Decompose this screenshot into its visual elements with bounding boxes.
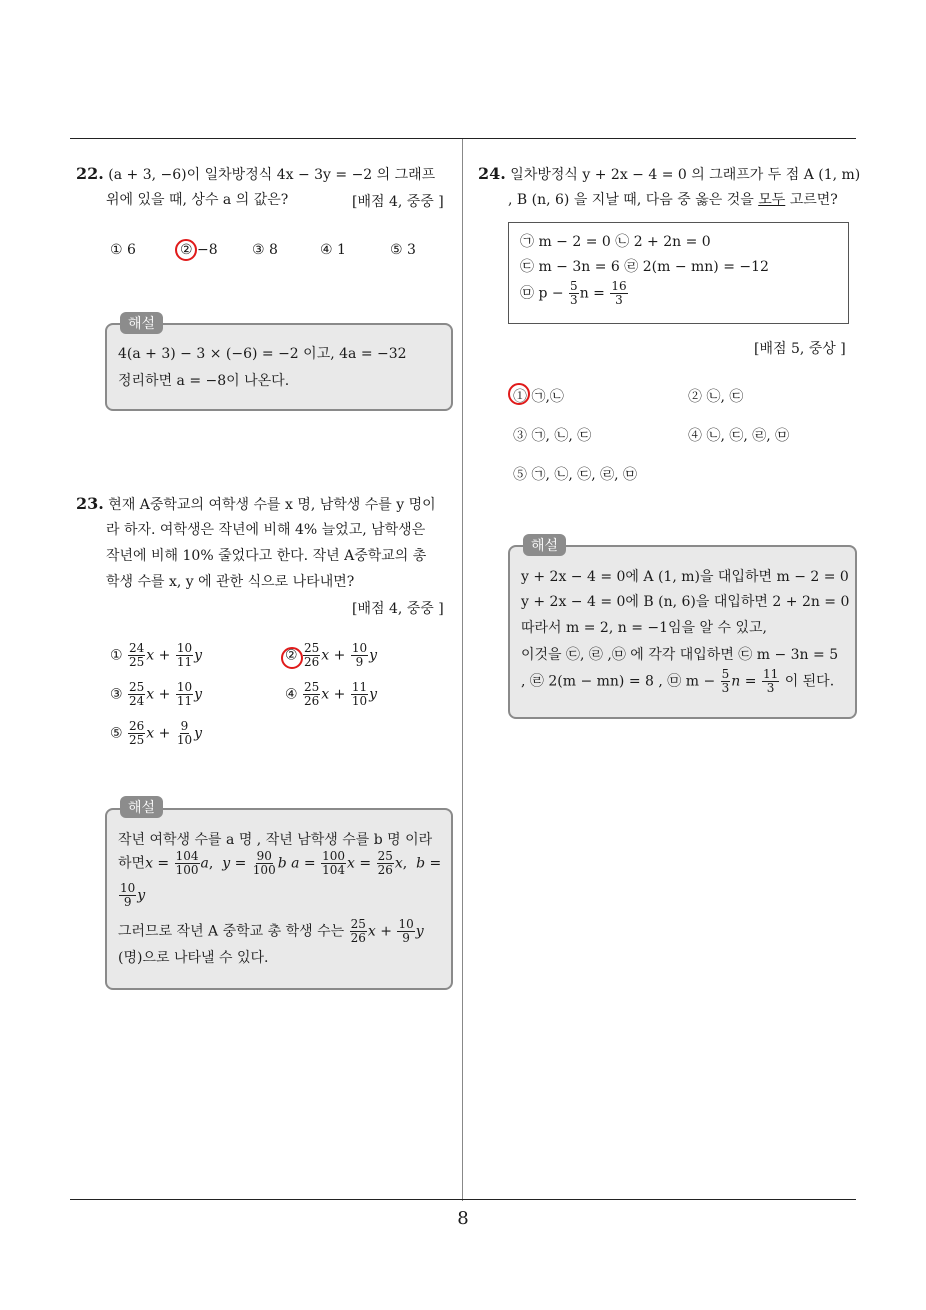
solution-line: , ㉣ 2(m − mn) = 8 , ㉤ m − $\frac{5}{3}$ n = $\frac{11}{3}$ 이 된다. (521, 667, 835, 695)
condition-line: ㉢ m − 3n = 6 ㉣ 2(m − mn) = −12 (520, 259, 769, 275)
solution-tag: 해설 (523, 534, 566, 556)
top-rule (70, 138, 856, 139)
choice-2[interactable]: ② ㉡, ㉢ (688, 389, 744, 405)
choice-3[interactable]: ③ ㉠, ㉡, ㉢ (513, 428, 592, 444)
question-text-line: 라 하자. 여학생은 작년에 비해 4% 늘었고, 남학생은 (106, 522, 426, 538)
question-text-line: , B (n, 6) 을 지날 때, 다음 중 옳은 것을 모두 고르면? (508, 192, 838, 208)
selected-mark-icon (508, 383, 530, 405)
solution-line: 4(a + 3) − 3 × (−6) = −2 이고, 4a = −32 (118, 346, 407, 362)
score-difficulty: [배점 5, 중상 ] (754, 341, 846, 357)
question-number: 22. (76, 164, 104, 183)
choice-4[interactable]: ④ ㉡, ㉢, ㉣, ㉤ (688, 428, 790, 444)
solution-line: y + 2x − 4 = 0에 B (n, 6)을 대입하면 2 + 2n = 0 (521, 594, 850, 610)
selected-mark-icon (175, 239, 197, 261)
choice-2[interactable]: ② −8 (180, 242, 218, 258)
choice-3[interactable]: ③ 8 (252, 242, 278, 258)
choice-3[interactable]: ③ $\frac{25}{24}$ x + $\frac{10}{11}$ y (110, 680, 203, 708)
score-difficulty: [배점 4, 중중 ] (352, 601, 444, 617)
solution-line: 정리하면 a = −8이 나온다. (118, 373, 290, 389)
bottom-rule (70, 1199, 856, 1200)
solution-box (105, 323, 453, 411)
choice-2[interactable]: ② $\frac{25}{26}$ x + $\frac{10}{9}$ y (285, 641, 378, 669)
question-number: 23. (76, 494, 104, 513)
condition-line: ㉠ m − 2 = 0 ㉡ 2 + 2n = 0 (520, 234, 711, 250)
solution-line: 따라서 m = 2, n = −1임을 알 수 있고, (521, 620, 767, 636)
choice-5[interactable]: ⑤ ㉠, ㉡, ㉢, ㉣, ㉤ (513, 467, 638, 483)
solution-line: (명)으로 나타낼 수 있다. (118, 950, 269, 966)
question-text-line: 위에 있을 때, 상수 a 의 값은? (106, 192, 289, 208)
question-text-line: 현재 A중학교의 여학생 수를 x 명, 남학생 수를 y 명이 (108, 497, 436, 513)
condition-line: ㉤ p − $\frac{5}{3}$ n = $\frac{16}{3}$ (520, 279, 627, 307)
choice-1[interactable]: ① ㉠,㉡ (513, 389, 564, 405)
choice-5[interactable]: ⑤ 3 (390, 242, 416, 258)
solution-tag: 해설 (120, 796, 163, 818)
question-number: 24. (478, 164, 506, 183)
solution-line: 작년 여학생 수를 a 명 , 작년 남학생 수를 b 명 이라 (118, 832, 433, 848)
page-number: 8 (457, 1208, 469, 1229)
choice-1[interactable]: ① $\frac{24}{25}$ x + $\frac{10}{11}$ y (110, 641, 203, 669)
question-text-line: (a + 3, −6)이 일차방정식 4x − 3y = −2 의 그래프 (108, 167, 436, 183)
column-divider (462, 139, 463, 1201)
solution-line: 하면x = $\frac{104}{100}$ a, y = $\frac{90}{100}$ b a = $\frac{100}{104}$ x = $\frac{25}{26}$ x, b = (118, 849, 442, 877)
selected-mark-icon (281, 647, 303, 669)
choice-5[interactable]: ⑤ $\frac{26}{25}$ x + $\frac{9}{10}$ y (110, 719, 203, 747)
solution-line: 이것을 ㉢, ㉣ ,㉤ 에 각각 대입하면 ㉢ m − 3n = 5 (521, 647, 839, 663)
choice-4[interactable]: ④ $\frac{25}{26}$ x + $\frac{11}{10}$ y (285, 680, 378, 708)
solution-tag: 해설 (120, 312, 163, 334)
score-difficulty: [배점 4, 중중 ] (352, 194, 444, 210)
question-text-line: 작년에 비해 10% 줄었다고 한다. 작년 A중학교의 총 (106, 548, 427, 564)
choice-1[interactable]: ① 6 (110, 242, 136, 258)
solution-line: y + 2x − 4 = 0에 A (1, m)을 대입하면 m − 2 = 0 (521, 569, 849, 585)
choice-4[interactable]: ④ 1 (320, 242, 346, 258)
question-text-line: 학생 수를 x, y 에 관한 식으로 나타내면? (106, 574, 355, 590)
question-text-line: 일차방정식 y + 2x − 4 = 0 의 그래프가 두 점 A (1, m) (510, 167, 861, 183)
solution-line: $\frac{10}{9}$ y (120, 881, 146, 909)
solution-line: 그러므로 작년 A 중학교 총 학생 수는 $\frac{25}{26}$ x + $\frac{10}{9}$ y (118, 917, 424, 945)
